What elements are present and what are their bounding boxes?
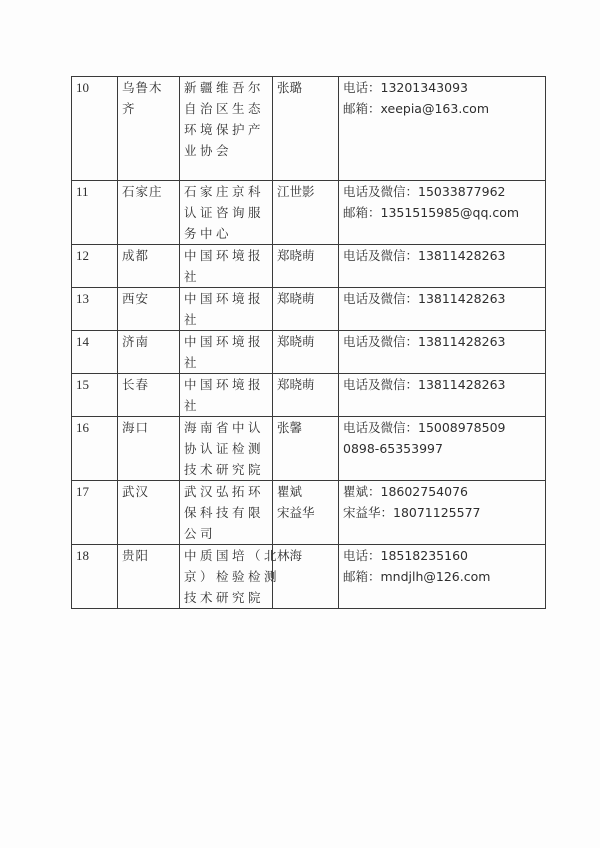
- organization-text: 武汉弘拓环: [184, 484, 265, 499]
- contact-info-line: 0898-65353997: [343, 441, 443, 456]
- contact-person-name: 瞿斌: [277, 484, 303, 499]
- contact-info-line: 邮箱：1351515985@qq.com: [343, 205, 520, 220]
- organization-text: 新疆维吾尔: [184, 80, 265, 95]
- contact-info-cell: [339, 245, 546, 288]
- city-text: 武汉: [122, 484, 150, 499]
- city-cell: [118, 77, 180, 181]
- row-number: 13: [76, 291, 89, 306]
- city-cell: [118, 417, 180, 481]
- city-cell: [118, 481, 180, 545]
- row-number: 16: [76, 420, 89, 435]
- contact-info-line: 电话及微信：15033877962: [343, 184, 506, 199]
- contact-info-line: 电话及微信：13811428263: [343, 377, 506, 392]
- organization-cell: [180, 545, 281, 609]
- contact-info-cell: [339, 181, 546, 245]
- contact-info-line: 电话及微信：13811428263: [343, 334, 506, 349]
- contact-info-line: 电话：18518235160: [343, 548, 468, 563]
- contact-info-cell: [339, 545, 546, 609]
- organization-cell: [180, 245, 273, 288]
- city-text: 贵阳: [122, 548, 150, 563]
- contact-info-line: 宋益华：18071125577: [343, 505, 481, 520]
- row-number: 15: [76, 377, 89, 392]
- organization-text: 协认证检测: [184, 441, 265, 456]
- contact-person-cell: [273, 181, 339, 245]
- row-number-cell: [72, 417, 118, 481]
- table-row: [72, 181, 546, 245]
- table-row: [72, 288, 546, 331]
- organization-cell: [180, 374, 273, 417]
- contact-person-cell: [273, 481, 339, 545]
- organization-cell: [180, 77, 273, 181]
- table-row: [72, 331, 546, 374]
- organization-text: 务中心: [184, 226, 233, 241]
- table-row: [72, 374, 546, 417]
- row-number-cell: [72, 288, 118, 331]
- city-text: 石家庄: [122, 184, 163, 199]
- row-number-cell: [72, 77, 118, 181]
- contact-info-line: 电话及微信：15008978509: [343, 420, 506, 435]
- contact-person-name: 林海: [277, 548, 303, 563]
- contact-person-name: 张璐: [277, 80, 303, 95]
- organization-cell: [180, 481, 273, 545]
- organization-text: 海南省中认: [184, 420, 265, 435]
- contact-info-cell: [339, 288, 546, 331]
- organization-text: 京）检验检测: [184, 569, 281, 584]
- organization-text: 技术研究院: [184, 462, 265, 477]
- organization-text: 社: [184, 312, 201, 327]
- contact-person-name: 郑晓萌: [277, 291, 315, 306]
- contact-table: [71, 76, 546, 609]
- contact-info-cell: [339, 77, 546, 181]
- row-number: 18: [76, 548, 89, 563]
- city-cell: [118, 331, 180, 374]
- row-number: 17: [76, 484, 89, 499]
- contact-info-cell: [339, 417, 546, 481]
- table-row: [72, 481, 546, 545]
- table-row: [72, 77, 546, 181]
- contact-person-name: 郑晓萌: [277, 377, 315, 392]
- organization-text: 公司: [184, 526, 217, 541]
- contact-info-line: 瞿斌：18602754076: [343, 484, 468, 499]
- contact-info-line: 电话及微信：13811428263: [343, 248, 506, 263]
- organization-cell: [180, 181, 273, 245]
- table-row: [72, 545, 546, 609]
- city-text: 西安: [122, 291, 150, 306]
- contact-info-cell: [339, 481, 546, 545]
- city-text: 成都: [122, 248, 150, 263]
- contact-table-body: [72, 77, 546, 609]
- city-cell: [118, 181, 180, 245]
- organization-text: 石家庄京科: [184, 184, 265, 199]
- contact-person-name: 江世影: [277, 184, 315, 199]
- contact-person-cell: [273, 417, 339, 481]
- city-cell: [118, 374, 180, 417]
- table-row: [72, 417, 546, 481]
- contact-person-cell: [273, 331, 339, 374]
- city-text: 齐: [122, 101, 136, 116]
- table-row: [72, 245, 546, 288]
- organization-cell: [180, 331, 273, 374]
- organization-text: 保科技有限: [184, 505, 265, 520]
- contact-person-name: 张馨: [277, 420, 303, 435]
- organization-cell: [180, 288, 273, 331]
- organization-text: 技术研究院: [184, 590, 265, 605]
- organization-text: 业协会: [184, 143, 233, 158]
- organization-text: 认证咨询服: [184, 205, 265, 220]
- contact-info-line: 邮箱：mndjlh@126.com: [343, 569, 491, 584]
- contact-info-line: 电话及微信：13811428263: [343, 291, 506, 306]
- organization-text: 中国环境报: [184, 377, 265, 392]
- contact-person-cell: [273, 288, 339, 331]
- city-cell: [118, 288, 180, 331]
- contact-person-cell: [273, 374, 339, 417]
- row-number-cell: [72, 245, 118, 288]
- contact-person-name: 宋益华: [277, 505, 315, 520]
- organization-text: 中国环境报: [184, 291, 265, 306]
- row-number-cell: [72, 331, 118, 374]
- organization-text: 自治区生态: [184, 101, 265, 116]
- city-text: 乌鲁木: [122, 80, 163, 95]
- row-number: 10: [76, 80, 89, 95]
- row-number-cell: [72, 481, 118, 545]
- city-cell: [118, 245, 180, 288]
- row-number-cell: [72, 545, 118, 609]
- contact-info-cell: [339, 374, 546, 417]
- city-text: 长春: [122, 377, 150, 392]
- contact-info-line: 邮箱：xeepia@163.com: [343, 101, 489, 116]
- organization-text: 中质国培（北: [184, 548, 281, 563]
- city-text: 海口: [122, 420, 150, 435]
- contact-person-name: 郑晓萌: [277, 248, 315, 263]
- contact-info-cell: [339, 331, 546, 374]
- organization-text: 社: [184, 355, 201, 370]
- organization-text: 中国环境报: [184, 334, 265, 349]
- organization-text: 社: [184, 398, 201, 413]
- contact-info-line: 电话：13201343093: [343, 80, 468, 95]
- row-number: 12: [76, 248, 89, 263]
- organization-text: 环境保护产: [184, 122, 265, 137]
- contact-person-cell: [273, 77, 339, 181]
- city-text: 济南: [122, 334, 150, 349]
- city-cell: [118, 545, 180, 609]
- row-number-cell: [72, 374, 118, 417]
- organization-text: 社: [184, 269, 201, 284]
- organization-cell: [180, 417, 273, 481]
- organization-text: 中国环境报: [184, 248, 265, 263]
- contact-person-cell: [273, 545, 339, 609]
- row-number: 11: [76, 184, 89, 199]
- row-number-cell: [72, 181, 118, 245]
- contact-person-cell: [273, 245, 339, 288]
- contact-person-name: 郑晓萌: [277, 334, 315, 349]
- row-number: 14: [76, 334, 89, 349]
